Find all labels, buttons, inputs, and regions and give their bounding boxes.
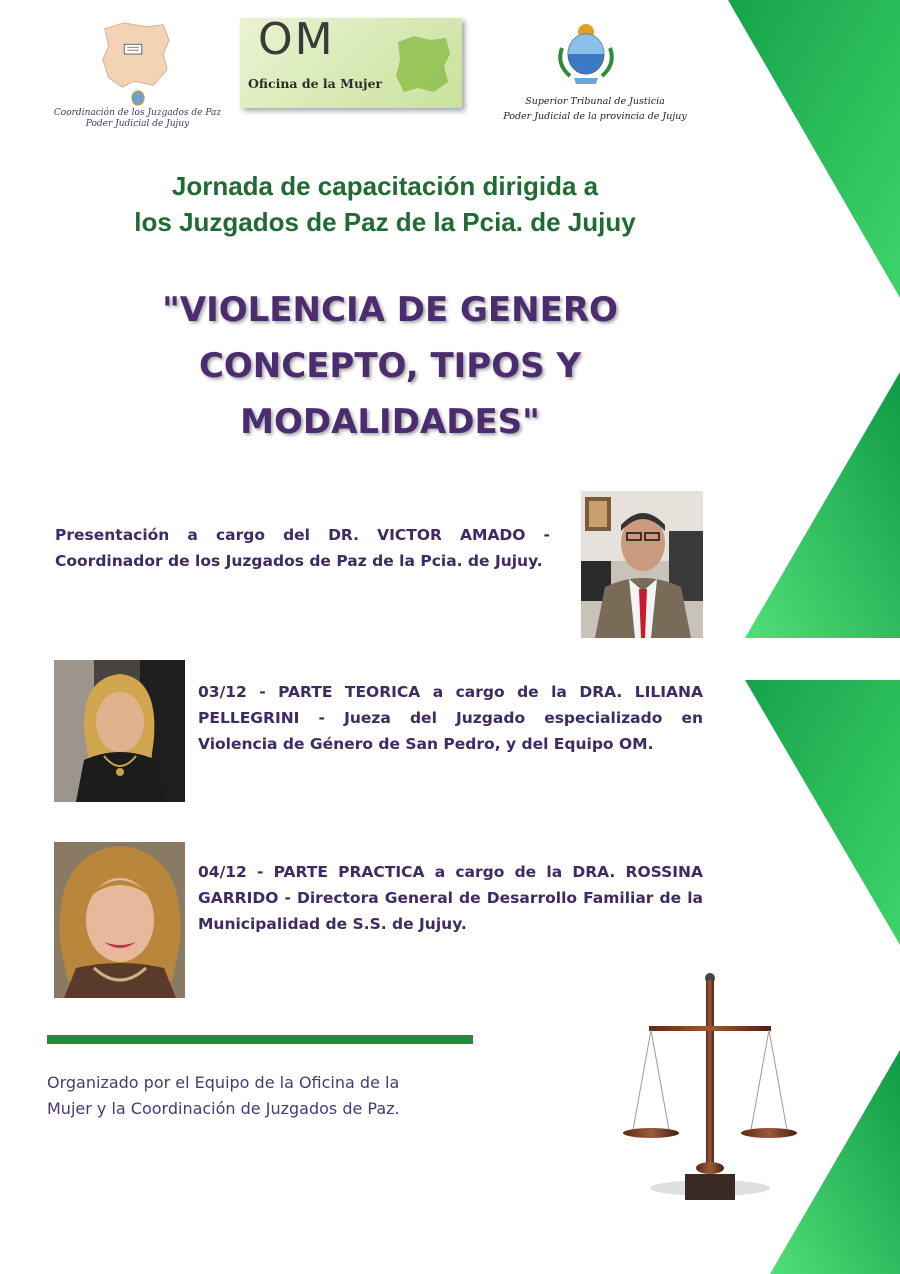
title-line: MODALIDADES" bbox=[240, 402, 540, 442]
coat-of-arms-icon bbox=[552, 18, 620, 86]
title-line: "VIOLENCIA DE GENERO bbox=[162, 290, 618, 330]
superior-tribunal-caption: Superior Tribunal de Justicia Poder Judicial de la provincia de Jujuy bbox=[503, 96, 687, 122]
green-divider bbox=[47, 1035, 473, 1044]
om-name: Oficina de la Mujer bbox=[248, 76, 383, 91]
speaker-photo-amado bbox=[581, 491, 703, 638]
om-logo bbox=[240, 14, 462, 108]
om-letters: OM bbox=[258, 14, 335, 65]
subtitle-line: los Juzgados de Paz de la Pcia. de Jujuy bbox=[134, 207, 636, 237]
om-map-icon bbox=[390, 32, 454, 96]
event-subtitle bbox=[60, 168, 710, 240]
session-presentation-text: Presentación a cargo del DR. VICTOR AMADO - Coordinador de los Juzgados de Paz de la Pcia. de Jujuy. bbox=[55, 526, 550, 570]
justice-scale-icon bbox=[615, 970, 805, 1210]
organizers-note: Organizado por el Equipo de la Oficina de la Mujer y la Coordinación de Juzgados de Paz. bbox=[47, 1073, 400, 1118]
superior-tribunal-logo bbox=[495, 18, 695, 128]
small-shield-icon bbox=[130, 90, 146, 106]
speaker-photo-garrido bbox=[54, 842, 185, 998]
event-title bbox=[90, 282, 690, 450]
session-teorica-text: 03/12 - PARTE TEORICA a cargo de la DRA. LILIANA PELLEGRINI - Jueza del Juzgado especializado en Violencia de Género de San Pedro, y del Equipo OM. bbox=[198, 683, 703, 753]
coordinacion-logo bbox=[50, 18, 225, 138]
coordinacion-caption: Coordinación de los Juzgados de Paz Poder Judicial de Jujuy bbox=[53, 108, 222, 129]
title-line: CONCEPTO, TIPOS Y bbox=[198, 346, 582, 386]
province-map-icon bbox=[95, 20, 173, 90]
speaker-photo-pellegrini bbox=[54, 660, 185, 802]
session-practica-text: 04/12 - PARTE PRACTICA a cargo de la DRA. ROSSINA GARRIDO - Directora General de Desarrollo Familiar de la Municipalidad de S.S. de Jujuy. bbox=[198, 863, 703, 933]
subtitle-line: Jornada de capacitación dirigida a bbox=[171, 171, 599, 201]
